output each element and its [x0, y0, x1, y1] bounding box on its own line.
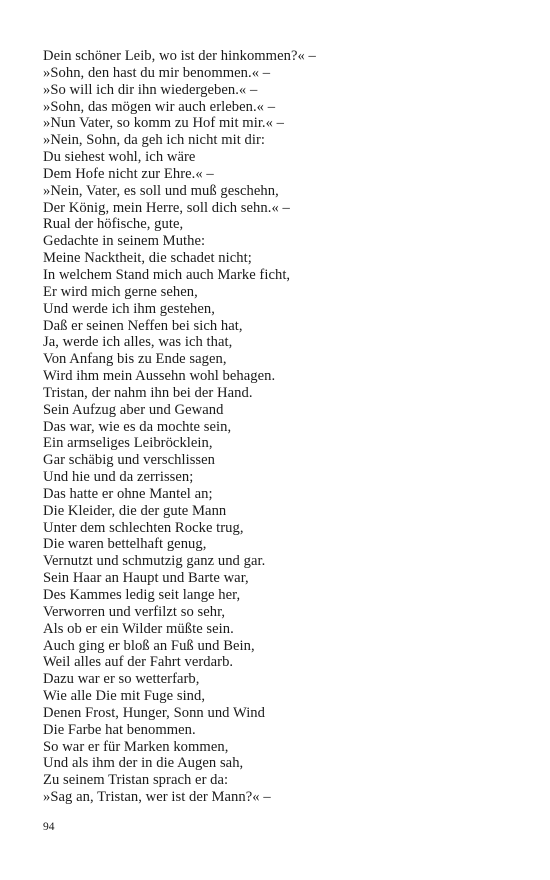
verse-line: Zu seinem Tristan sprach er da: — [43, 772, 229, 789]
verse-line: »Nein, Sohn, da geh ich nicht mit dir: — [43, 132, 265, 149]
verse-line: Und als ihm der in die Augen sah, — [43, 755, 244, 772]
verse-line: Du siehest wohl, ich wäre — [43, 149, 196, 166]
verse-line: Dein schöner Leib, wo ist der hinkommen?« – — [43, 48, 316, 64]
page-number: 94 — [43, 821, 55, 833]
verse-line: »Nun Vater, so komm zu Hof mit mir.« – — [43, 115, 285, 132]
verse-line: Ein armseliges Leibröcklein, — [43, 435, 213, 452]
verse-line: Und hie und da zerrissen; — [43, 469, 194, 486]
verse-line: Wie alle Die mit Fuge sind, — [43, 688, 206, 705]
verse-line: Als ob er ein Wilder müßte sein. — [43, 620, 234, 637]
verse-line: »So will ich dir ihn wiedergeben.« – — [43, 81, 258, 98]
verse-line: Vernutzt und schmutzig ganz und gar. — [43, 553, 266, 570]
verse-line: Die Kleider, die der gute Mann — [43, 502, 227, 519]
verse-line: So war er für Marken kommen, — [43, 738, 229, 755]
verse-line: Der König, mein Herre, soll dich sehn.« – — [43, 199, 290, 216]
verse-line: Gar schäbig und verschlissen — [43, 452, 216, 469]
verse-line: Und werde ich ihm gestehen, — [43, 300, 215, 317]
verse-line: Er wird mich gerne sehen, — [43, 283, 198, 300]
verse-line: »Sohn, das mögen wir auch erleben.« – — [43, 98, 276, 115]
verse-line: Ja, werde ich alles, was ich that, — [43, 334, 233, 351]
verse-line: Das hatte er ohne Mantel an; — [43, 485, 213, 502]
verse-line: »Nein, Vater, es soll und muß geschehn, — [43, 182, 279, 199]
verse-line: Sein Haar an Haupt und Barte war, — [43, 570, 249, 587]
verse-line: Denen Frost, Hunger, Sonn und Wind — [43, 704, 265, 721]
verse-line: Das war, wie es da mochte sein, — [43, 418, 232, 435]
verse-line: Meine Nacktheit, die schadet nicht; — [43, 250, 252, 267]
verse-line: Rual der höfische, gute, — [43, 216, 184, 233]
verse-line: Wird ihm mein Aussehn wohl behagen. — [43, 368, 276, 385]
verse-line: Auch ging er bloß an Fuß und Bein, — [43, 637, 255, 654]
verse-line: »Sohn, den hast du mir benommen.« – — [43, 64, 271, 81]
verse-line: Weil alles auf der Fahrt verdarb. — [43, 654, 234, 671]
verse-line: In welchem Stand mich auch Marke ficht, — [43, 266, 291, 283]
verse-line: Die waren bettelhaft genug, — [43, 536, 207, 553]
verse-line: Gedachte in seinem Muthe: — [43, 233, 206, 250]
verse-line: Die Farbe hat benommen. — [43, 721, 196, 738]
verse-line: Des Kammes ledig seit lange her, — [43, 587, 241, 603]
verse-line: Dazu war er so wetterfarb, — [43, 671, 200, 688]
verse-line: Dem Hofe nicht zur Ehre.« – — [43, 165, 214, 182]
verse-line: Von Anfang bis zu Ende sagen, — [43, 351, 227, 368]
verse-line: Verworren und verfilzt so sehr, — [43, 603, 226, 620]
verse-line: Daß er seinen Neffen bei sich hat, — [43, 317, 243, 334]
verse-text-block — [43, 48, 503, 806]
verse-line: »Sag an, Tristan, wer ist der Mann?« – — [43, 789, 271, 806]
verse-line: Unter dem schlechten Rocke trug, — [43, 519, 244, 536]
verse-line: Sein Aufzug aber und Gewand — [43, 401, 224, 418]
verse-line: Tristan, der nahm ihn bei der Hand. — [43, 384, 253, 401]
